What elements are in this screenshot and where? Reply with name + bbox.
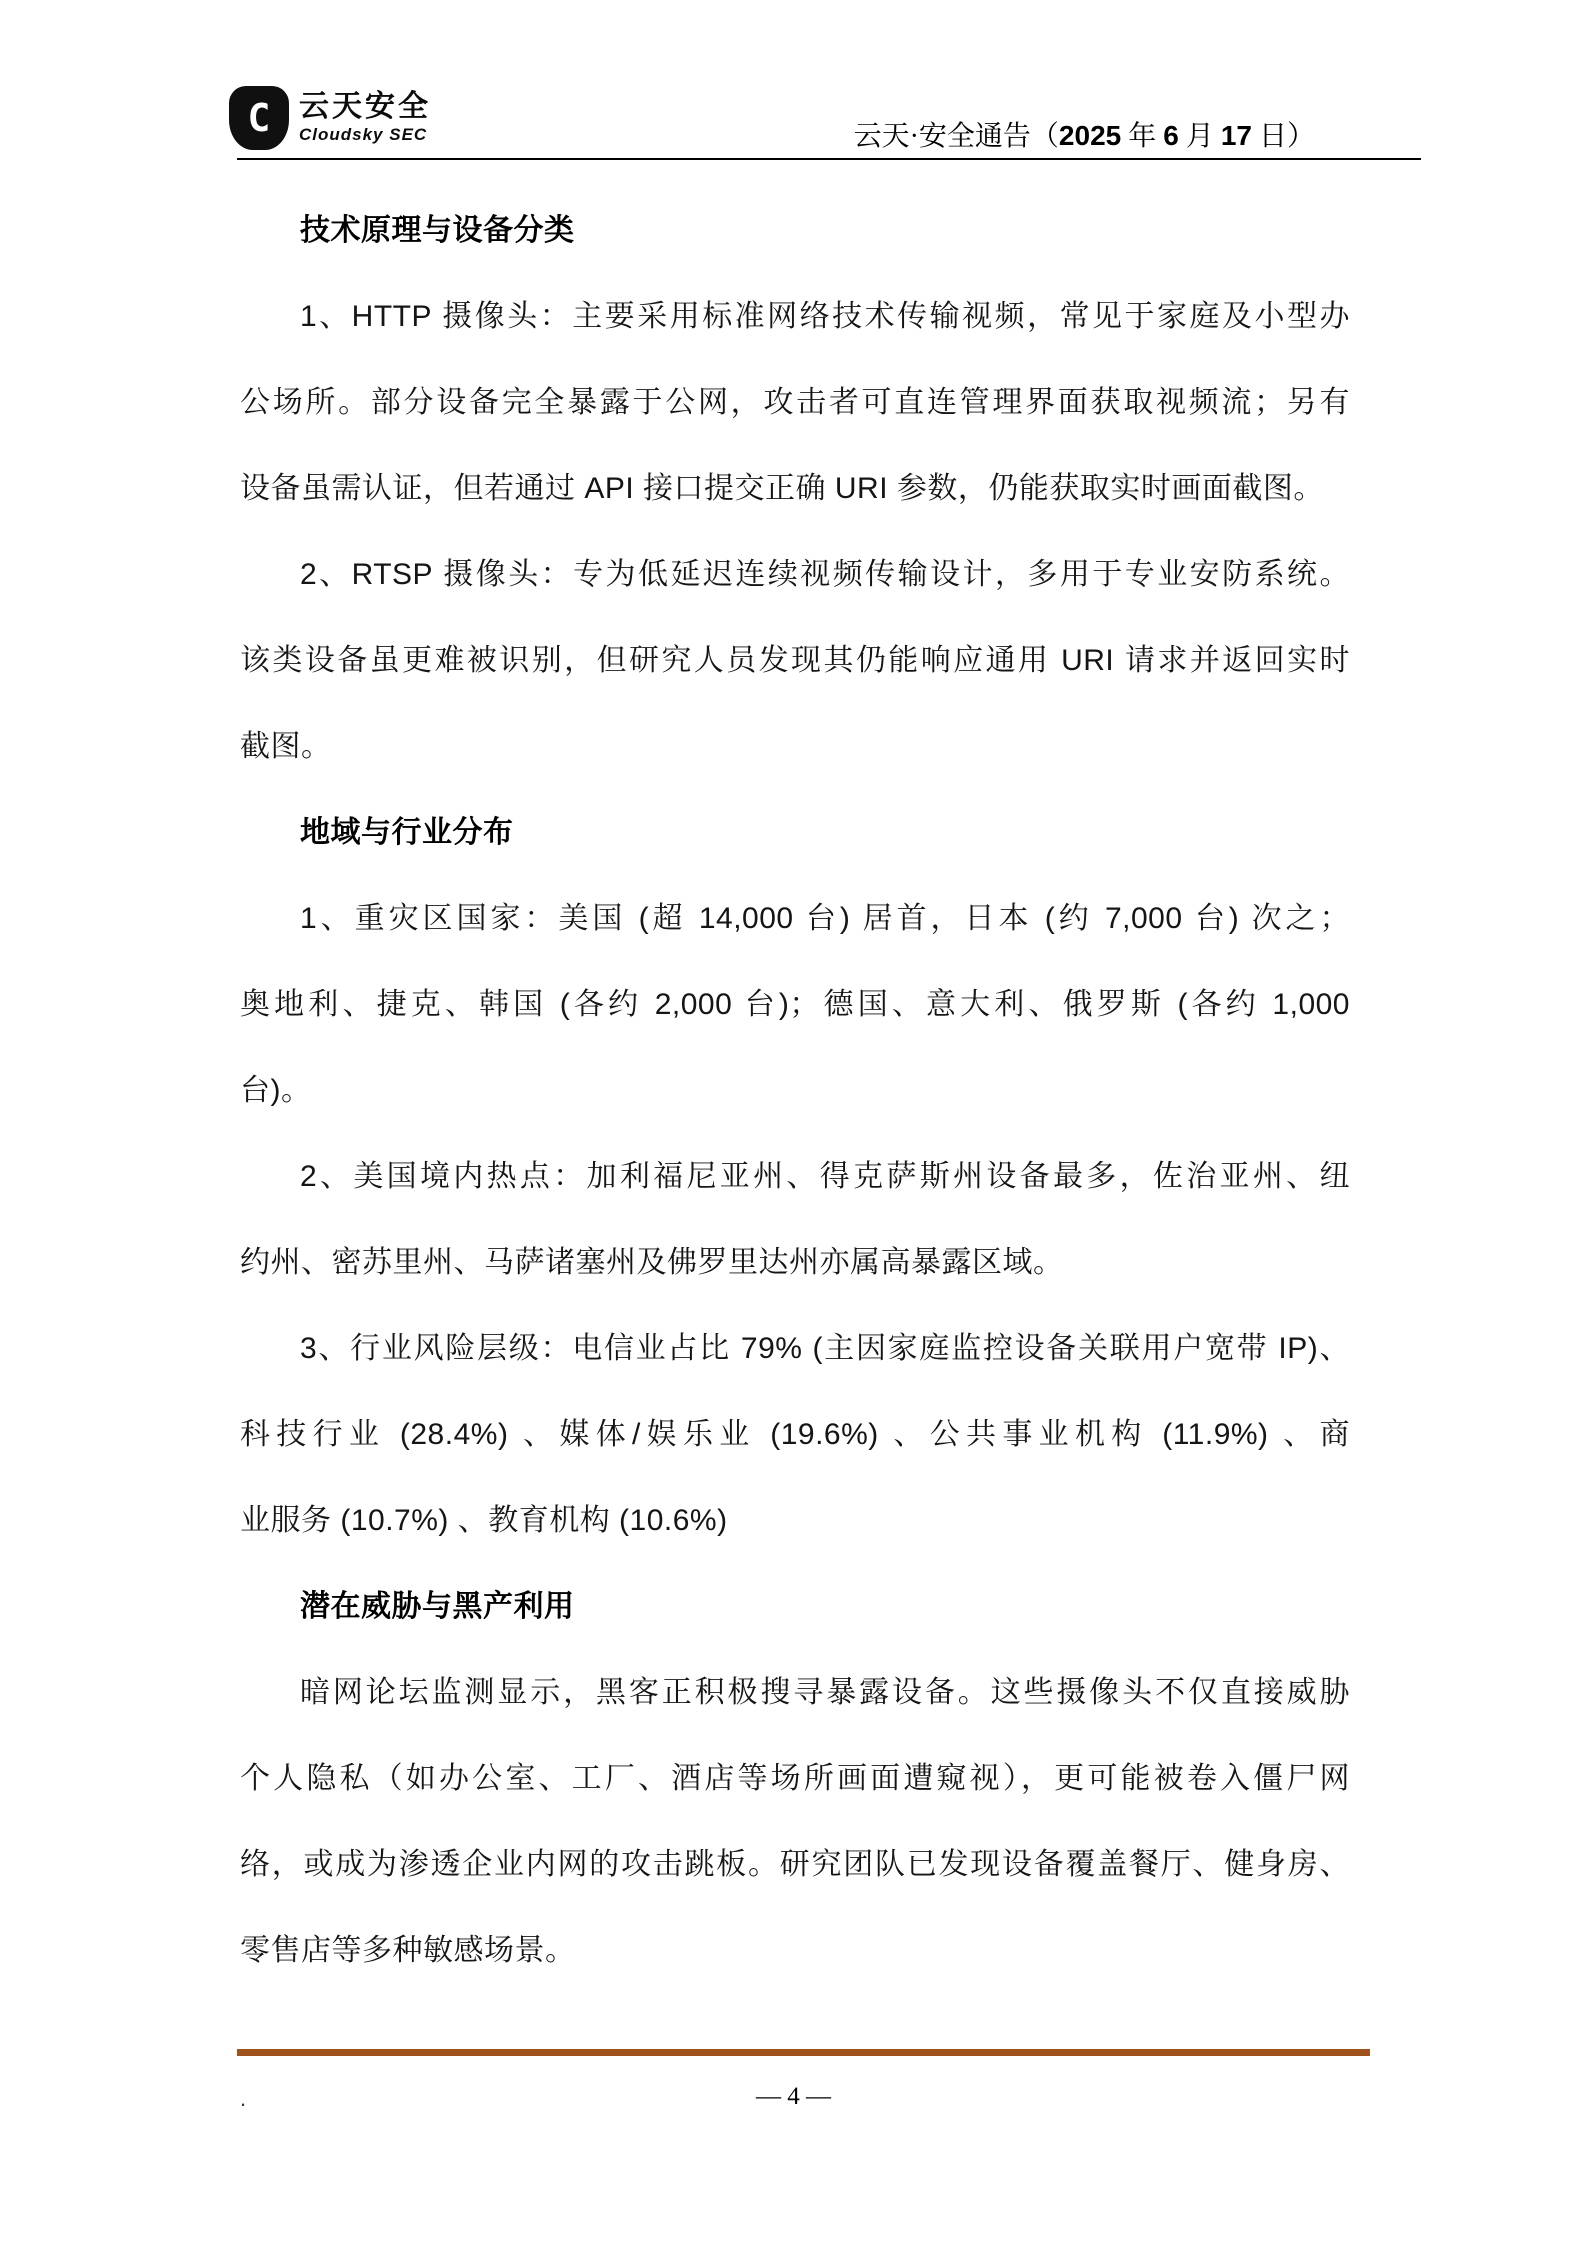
logo-shield-icon [229,86,289,150]
section-heading-geography: 地域与行业分布 [300,816,514,849]
body-line: 公场所。部分设备完全暴露于公网，攻击者可直连管理界面获取视频流；另有 [240,386,1350,419]
body-line: 约州、密苏里州、马萨诸塞州及佛罗里达州亦属高暴露区域。 [240,1246,1064,1279]
brand-name-zh: 云天安全 [299,90,431,123]
bulletin-month: 6 [1163,120,1179,151]
section-heading-threats: 潜在威胁与黑产利用 [300,1590,575,1623]
body-line: 科技行业 (28.4%) 、媒体/娱乐业 (19.6%) 、公共事业机构 (11.9%) 、商 [240,1418,1350,1451]
body-line: 1、HTTP 摄像头：主要采用标准网络技术传输视频，常见于家庭及小型办 [300,300,1350,333]
company-logo [229,86,431,150]
logo-letter: C [247,96,271,140]
body-line: 零售店等多种敏感场景。 [240,1934,576,1967]
body-line: 络，或成为渗透企业内网的攻击跳板。研究团队已发现设备覆盖餐厅、健身房、 [240,1848,1350,1881]
footer-stray-dot: . [240,2086,247,2111]
document-body [240,188,1350,1994]
bulletin-title-prefix: 云天·安全通告（ [853,121,1059,152]
body-line: 2、美国境内热点：加利福尼亚州、得克萨斯州设备最多，佐治亚州、纽 [300,1160,1350,1193]
bulletin-year: 2025 [1058,120,1122,151]
body-line: 该类设备虽更难被识别，但研究人员发现其仍能响应通用 URI 请求并返回实时 [240,644,1350,677]
section-heading-tech: 技术原理与设备分类 [300,214,575,247]
body-line: 截图。 [240,730,332,763]
footer-divider [237,2049,1370,2056]
bulletin-title [854,114,1315,154]
body-line: 3、行业风险层级：电信业占比 79% (主因家庭监控设备关联用户宽带 IP)、 [300,1332,1350,1365]
bulletin-month-unit: 月 [1178,121,1221,152]
body-line: 1、重灾区国家：美国 (超 14,000 台) 居首，日本 (约 7,000 台) 次之； [300,902,1350,935]
bulletin-year-unit: 年 [1121,121,1164,152]
bulletin-day: 17 [1220,120,1252,151]
brand-name-en: Cloudsky SEC [299,125,428,144]
body-line: 台)。 [240,1074,312,1107]
body-line: 设备虽需认证，但若通过 API 接口提交正确 URI 参数，仍能获取实时画面截图。 [240,472,1324,505]
body-line: 暗网论坛监测显示，黑客正积极搜寻暴露设备。这些摄像头不仅直接威胁 [300,1676,1350,1709]
logo-text [299,90,431,146]
body-line: 个人隐私（如办公室、工厂、酒店等场所画面遭窥视），更可能被卷入僵尸网 [240,1762,1350,1795]
header-divider [237,158,1421,160]
body-line: 奥地利、捷克、韩国 (各约 2,000 台)；德国、意大利、俄罗斯 (各约 1,000 [240,988,1350,1021]
body-line: 业服务 (10.7%) 、教育机构 (10.6%) [240,1504,728,1537]
body-line: 2、RTSP 摄像头：专为低延迟连续视频传输设计，多用于专业安防系统。 [300,558,1350,591]
bulletin-day-suffix: 日） [1251,121,1315,152]
page-number: — 4 — [756,2083,831,2110]
